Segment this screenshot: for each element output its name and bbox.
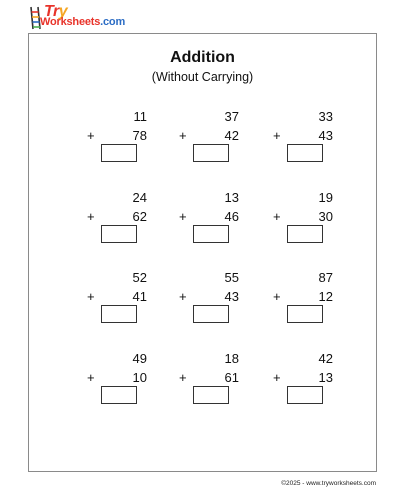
copyright-footer: ©2025 - www.tryworksheets.com [281,480,376,487]
logo-try-text: Try [44,3,68,20]
addition-problem [273,190,353,250]
first-addend: 87 [318,270,333,285]
first-addend: 33 [318,109,333,124]
second-addend: 43 [224,289,239,304]
first-addend: 52 [132,270,147,285]
second-addend: 43 [318,128,333,143]
plus-sign: + [87,128,95,143]
addition-problem [273,270,353,330]
answer-box[interactable] [193,305,229,323]
plus-sign: + [179,370,187,385]
first-addend: 42 [318,351,333,366]
answer-box[interactable] [101,305,137,323]
plus-sign: + [179,209,187,224]
second-addend: 46 [224,209,239,224]
plus-sign: + [179,289,187,304]
first-addend: 24 [132,190,147,205]
second-addend: 78 [132,128,147,143]
answer-box[interactable] [193,225,229,243]
second-addend: 62 [132,209,147,224]
first-addend: 55 [224,270,239,285]
plus-sign: + [87,209,95,224]
addition-problem [179,270,259,330]
answer-box[interactable] [287,305,323,323]
addition-problem [273,351,353,411]
answer-box[interactable] [287,225,323,243]
first-addend: 49 [132,351,147,366]
second-addend: 61 [224,370,239,385]
plus-sign: + [179,128,187,143]
first-addend: 37 [224,109,239,124]
plus-sign: + [273,289,281,304]
plus-sign: + [87,370,95,385]
second-addend: 30 [318,209,333,224]
answer-box[interactable] [101,386,137,404]
plus-sign: + [87,289,95,304]
addition-problem [87,109,167,169]
worksheet-title: Addition [170,49,235,66]
first-addend: 19 [318,190,333,205]
answer-box[interactable] [101,225,137,243]
worksheet-subtitle: (Without Carrying) [151,70,254,84]
first-addend: 18 [224,351,239,366]
worksheet-frame [28,33,377,472]
addition-problem [87,351,167,411]
logo-worksheets-text: Worksheets.com [40,16,126,28]
addition-problem [273,109,353,169]
addition-problem [179,351,259,411]
site-logo [28,3,138,31]
second-addend: 12 [318,289,333,304]
addition-problem [179,109,259,169]
second-addend: 41 [132,289,147,304]
plus-sign: + [273,128,281,143]
addition-problem [87,190,167,250]
addition-problem [87,270,167,330]
second-addend: 10 [132,370,147,385]
answer-box[interactable] [193,144,229,162]
plus-sign: + [273,370,281,385]
first-addend: 11 [133,109,147,124]
second-addend: 13 [318,370,333,385]
answer-box[interactable] [193,386,229,404]
answer-box[interactable] [287,386,323,404]
answer-box[interactable] [101,144,137,162]
addition-problem [179,190,259,250]
first-addend: 13 [224,190,239,205]
plus-sign: + [273,209,281,224]
second-addend: 42 [224,128,239,143]
answer-box[interactable] [287,144,323,162]
